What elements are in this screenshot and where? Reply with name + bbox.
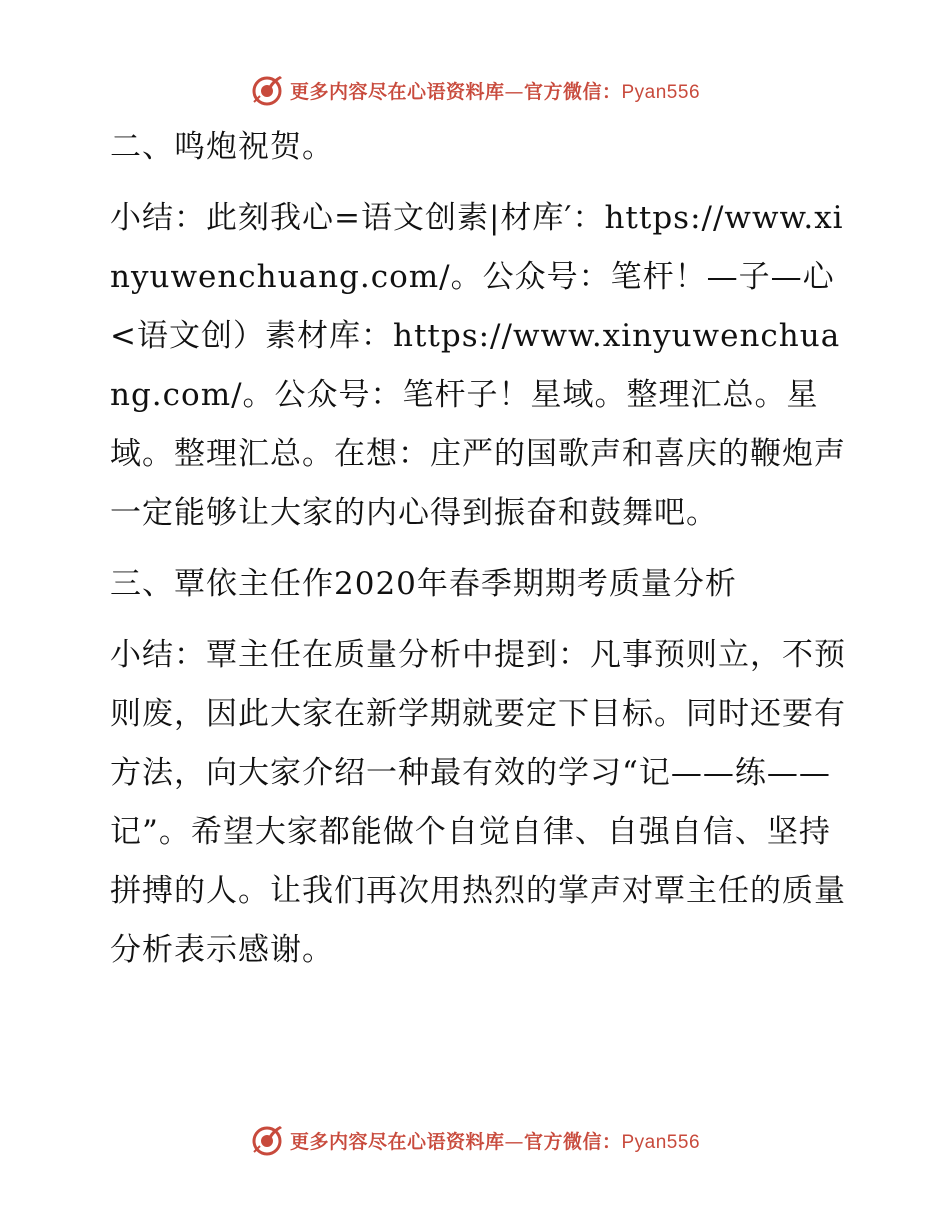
- header-banner-separator: —: [504, 80, 524, 103]
- footer-banner: [0, 1120, 950, 1160]
- section-3-heading: 三、覃依主任作2020年春季期期考质量分析: [110, 566, 737, 602]
- quill-logo-icon: [250, 1122, 286, 1158]
- section-2-heading: 二、鸣炮祝贺。: [110, 129, 334, 165]
- document-body: [96, 118, 856, 980]
- header-wechat-id: Pyan556: [621, 81, 701, 103]
- header-wechat-label: 官方微信：: [523, 80, 622, 103]
- footer-banner-text: [290, 1127, 700, 1154]
- footer-banner-separator: —: [504, 1130, 524, 1153]
- header-banner-title: 更多内容尽在心语资料库: [289, 80, 505, 103]
- footer-wechat-label: 官方微信：: [523, 1130, 622, 1153]
- section-3-summary: 小结：覃主任在质量分析中提到：凡事预则立，不预则废，因此大家在新学期就要定下目标。同时还要有方法，向大家介绍一种最有效的学习“记——练——记”。希望大家都能做个自觉自律、自强自信、坚持拼搏的人。让我们再次用热烈的掌声对覃主任的质量分析表示感谢。: [110, 637, 846, 968]
- quill-logo-icon: [250, 72, 286, 108]
- section-2-summary: 小结：此刻我心=语文创素|材库′：https://www.xinyuwenchuang.com/。公众号：笔杆！—子—心<语文创）素材库：https://www.xinyuwenchuang.com/。公众号：笔杆子！星域。整理汇总。星域。整理汇总。在想：庄严的国歌声和喜庆的鞭炮声一定能够让大家的内心得到振奋和鼓舞吧。: [110, 200, 846, 531]
- header-banner: [0, 70, 950, 110]
- header-banner-text: [290, 77, 700, 104]
- footer-banner-title: 更多内容尽在心语资料库: [289, 1130, 505, 1153]
- footer-wechat-id: Pyan556: [621, 1131, 701, 1153]
